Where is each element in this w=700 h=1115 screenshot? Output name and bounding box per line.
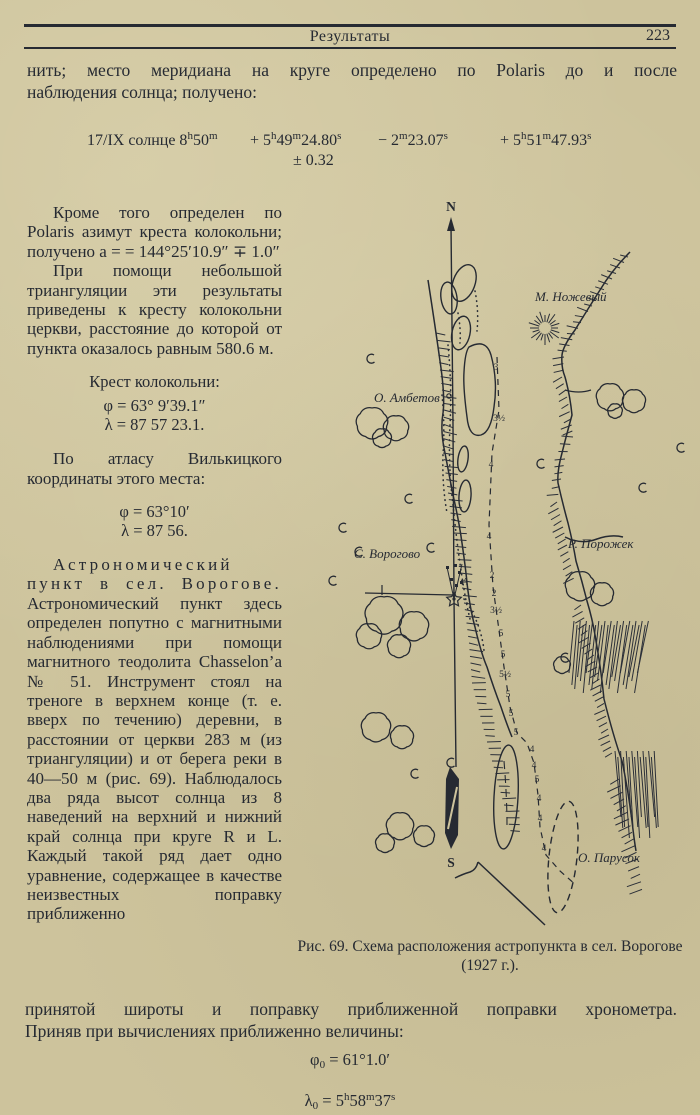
left-bank-bottom — [455, 862, 545, 925]
baseline — [365, 593, 453, 595]
svg-text:5: 5 — [508, 709, 514, 719]
intro-line-2: наблюдения солнца; получено: — [27, 82, 258, 102]
parusok-label: О. Парусок — [578, 850, 640, 865]
phi0-formula: $\varphi_0 = 61^\circ 1.0'$ — [310, 1050, 390, 1071]
page-number: 223 — [646, 27, 670, 44]
svg-text:3½: 3½ — [490, 606, 502, 616]
assumed-values — [0, 1044, 700, 1115]
astropoint-lead: Астрономический пункт в сел. Ворогове. — [27, 555, 282, 594]
astro-star-center — [452, 597, 455, 600]
svg-text:4: 4 — [536, 794, 542, 804]
paragraph-astropoint — [27, 555, 282, 924]
header-rule-top — [24, 24, 676, 27]
bluff-hatching-fan — [569, 621, 658, 838]
svg-text:4: 4 — [529, 745, 535, 755]
bottom-line-1: принятой широты и поправку приближенной поправки хронометра. — [25, 999, 677, 1019]
north-label: N — [446, 199, 456, 214]
cape-label: М. Ножевый — [535, 289, 607, 304]
intro-line-1: нить; место меридиана на круге определено по Polaris до и после — [27, 60, 677, 80]
paragraph-azimuth: Кроме того определен по Polaris азимут креста колокольни; получено a = = 144°25′10.9″ ∓ 1.0″ — [27, 203, 282, 261]
point-a-label: A — [462, 577, 469, 588]
svg-text:2: 2 — [491, 589, 497, 599]
svg-text:5: 5 — [498, 629, 504, 639]
cross-phi: φ = 63° 9′39.1″ — [103, 396, 206, 416]
figure-map — [312, 195, 700, 935]
atlas-lambda: λ = 87 56. — [121, 521, 188, 541]
hill-symbol — [529, 312, 559, 345]
equation-date: 17/IX солнце 8$^h$50$^m$ — [87, 130, 218, 149]
paragraph-triangulation: При помощи небольшой триангуляции эти результаты приведены к кресту колокольни церкви, расстояние до которой от пункта оказалось равным 580.6 м. — [27, 261, 282, 358]
south-label: S — [447, 855, 455, 870]
figure-caption: Рис. 69. Схема расположения астропункта в сел. Ворогове (1927 г.). — [297, 938, 683, 974]
svg-text:2: 2 — [489, 571, 495, 581]
svg-text:3: 3 — [493, 363, 499, 373]
atlas-phi: φ = 63°10′ — [119, 502, 190, 522]
svg-text:4: 4 — [537, 814, 543, 824]
header-rule-bottom — [24, 47, 676, 49]
svg-text:5: 5 — [513, 728, 519, 738]
map-drawing — [312, 195, 700, 935]
north-arrow-head — [447, 217, 455, 231]
tree-symbols — [329, 354, 685, 852]
svg-text:3½: 3½ — [493, 414, 505, 424]
svg-text:5: 5 — [534, 775, 540, 785]
equation-term2: − $2^m23.07^s$ — [378, 130, 448, 149]
running-head: Результаты — [309, 28, 391, 45]
svg-text:5½: 5½ — [499, 670, 511, 680]
svg-text:4: 4 — [541, 844, 547, 854]
svg-text:5: 5 — [500, 650, 506, 660]
equation-term3: + $5^h51^m47.93^s$ — [500, 130, 592, 149]
equation-term1-error: ± 0.32 — [293, 152, 334, 169]
svg-text:4: 4 — [488, 460, 494, 470]
river-label: Р. Порожек — [568, 536, 634, 551]
paragraph-atlas: По атласу Вилькицкого координаты этого места: — [27, 449, 282, 488]
left-text-column — [27, 203, 282, 924]
bottom-paragraph — [25, 998, 677, 1042]
equation-term1: + $5^h49^m24.80^s$ — [250, 130, 342, 149]
astropoint-rest: Астрономический пункт здесь определен попутно с магнитными наблюдениями при помощи магнитного теодолита Chasselon’a № 51. Инструмент стоял на треноге в верхнем конце (т. е. вверх по течению) деревни, в расстоянии от церкви 283 м (из триангуляции) и от берега реки в 40—50 м (рис. 69). Наблюдалось два ряда высот солнца из 8 наведений на верхний и нижний край солнца при круге R и L. Каждый такой ряд дает одно уравнение, содержащее в качестве неизвестных поправку приближенно — [27, 593, 282, 924]
ambetov-label: О. Амбетов — [374, 390, 440, 405]
right-bank-line — [558, 252, 636, 851]
lambda0-formula: $\lambda_0 = 5^h58^m37^s$ — [304, 1091, 396, 1112]
svg-text:5: 5 — [505, 690, 511, 700]
cross-lambda: λ = 87 57 23.1. — [104, 415, 205, 435]
svg-text:4: 4 — [531, 761, 537, 771]
svg-text:4: 4 — [486, 532, 492, 542]
village-label: С. Ворогово — [354, 546, 421, 561]
cross-heading: Крест колокольни: — [89, 372, 220, 392]
bottom-line-2: Приняв при вычислениях приближенно величины: — [25, 1021, 404, 1041]
river-banks — [428, 252, 636, 925]
